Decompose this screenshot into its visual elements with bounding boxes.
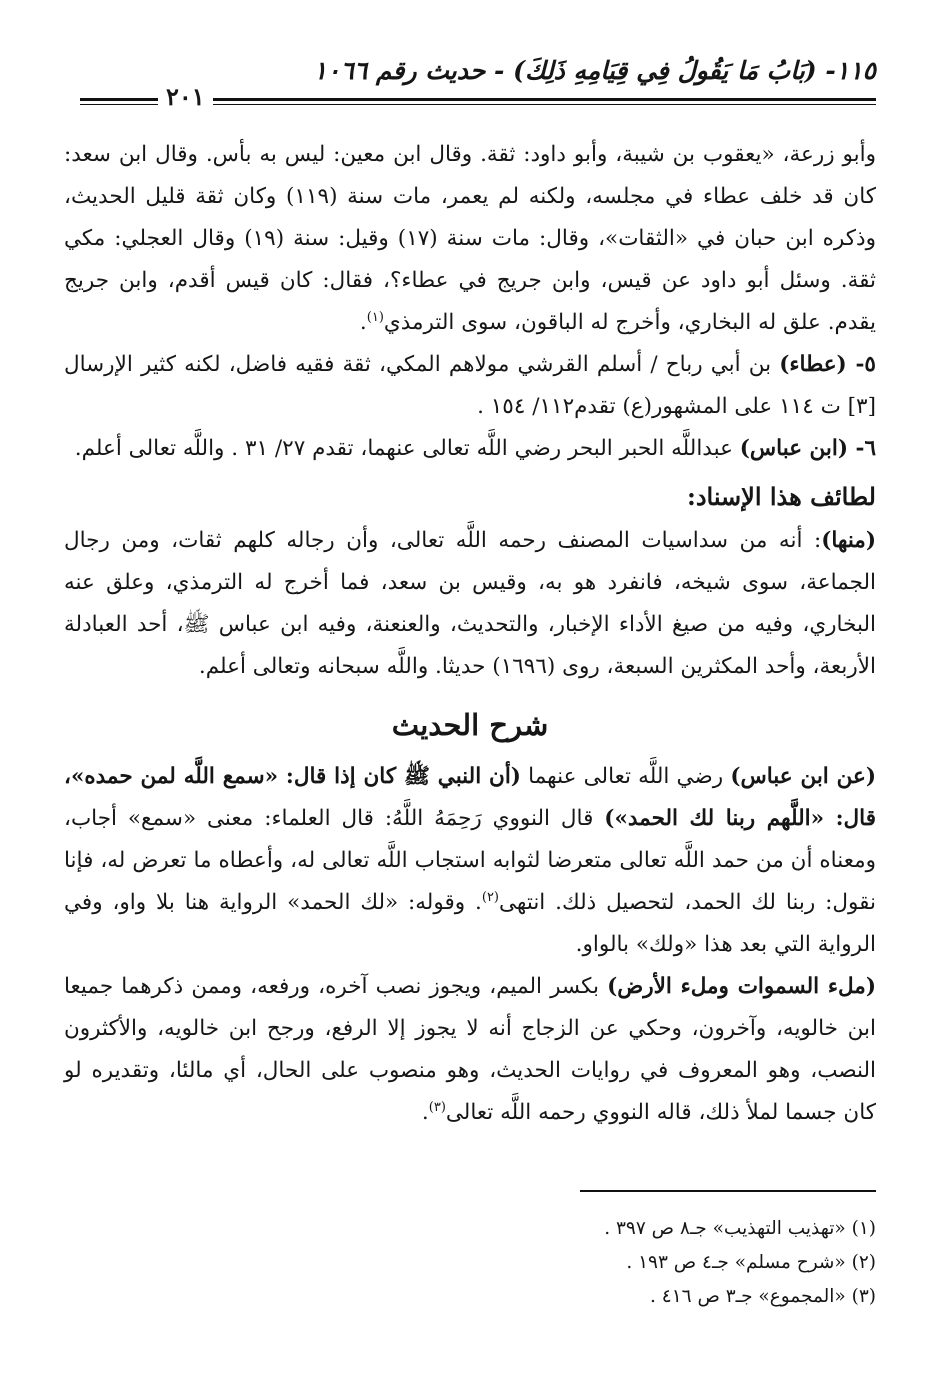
narrator-name: ٦- (ابن عباس) — [739, 436, 876, 461]
paragraph-narrator-ibn-abbas — [64, 428, 876, 470]
paragraph-mil-explanation — [64, 966, 876, 1134]
page-number: ٢٠١ — [158, 82, 213, 111]
footnotes — [300, 1212, 876, 1314]
footnote-marker: (٢) — [481, 889, 499, 905]
footnote-1: (١) «تهذيب التهذيب» جـ٨ ص ٣٩٧ . — [604, 1218, 876, 1239]
paragraph-lead: (ملء السموات وملء الأرض) — [607, 974, 876, 999]
narrator-name: ٥- (عطاء) — [779, 352, 876, 377]
paragraph-tail: . — [359, 310, 367, 335]
paragraph-tail: . — [421, 1100, 429, 1125]
footnote-marker: (٣) — [428, 1099, 446, 1115]
running-head: ١١٥- (بَابُ مَا يَقُولُ فِي قِيَامِهِ ذَلِكَ) - حديث رقم ١٠٦٦ — [313, 56, 876, 85]
paragraph-narrator-ata — [64, 344, 876, 428]
footnote-3: (٣) «المجموع» جـ٣ ص ٤١٦ . — [650, 1286, 876, 1307]
main-text — [64, 134, 876, 1134]
paragraph-lead: (منها) — [821, 528, 876, 553]
paragraph-text: عبداللَّه الحبر البحر رضي اللَّه تعالى عنهما، تقدم ٢٧/ ٣١ . واللَّه تعالى أعلم. — [74, 436, 740, 461]
paragraph-lead: (عن ابن عباس) — [730, 764, 876, 789]
paragraph-text: بن أبي رباح / أسلم القرشي مولاهم المكي، ثقة فقيه فاضل، لكنه كثير الإرسال [٣] ت ١١٤ على المشهور(ع) تقدم١١٢/ ١٥٤ . — [64, 352, 876, 419]
section-heading-isnad: لطائف هذا الإسناد: — [686, 482, 876, 511]
paragraph-text: : أنه من سداسيات المصنف رحمه اللَّه تعالى، وأن رجاله كلهم ثقات، ومن رجال الجماعة، سوى شيخه، فانفرد هو به، وقيس بن سعد، فما أخرج له الترمذي، وعلق عنه البخاري، وفيه من صيغ الأداء الإخبار، والتحديث، والعنعنة، وفيه ابن عباس ﷺ، أحد العبادلة الأربعة، وأحد المكثرين السبعة، روى (١٦٩٦) حديثا. واللَّه سبحانه وتعالى أعلم. — [64, 528, 876, 679]
paragraph-tail: . وقوله: «لك الحمد» الرواية هنا بلا واو، وفي الرواية التي بعد هذا «ولك» بالواو. — [64, 890, 876, 957]
paragraph-text: رضي اللَّه تعالى عنهما — [520, 764, 731, 789]
paragraph-hadith-explanation — [64, 756, 876, 966]
paragraph-text: قال النووي رَحِمَهُ اللَّهُ: قال العلماء: معنى «سمع» أجاب، ومعناه أن من حمد اللَّه تعالى متعرضا لثوابه استجاب اللَّه تعالى له، وأعطاه ما تعرض له، فإنا نقول: ربنا لك الحمد، لتحصيل ذلك. انتهى — [64, 806, 876, 915]
footnote-2: (٢) «شرح مسلم» جـ٤ ص ١٩٣ . — [626, 1252, 876, 1273]
page-header — [80, 52, 876, 122]
section-heading-sharh: شرح الحديث — [391, 708, 549, 742]
paragraph-isnad-notes — [64, 520, 876, 688]
paragraph-text: وأبو زرعة، «يعقوب بن شيبة، وأبو داود: ثقة. وقال ابن معين: ليس به بأس. وقال ابن سعد: كان قد خلف عطاء في مجلسه، ولكنه لم يعمر، مات سنة (١١٩) وكان ثقة قليل الحديث، وذكره ابن حبان في «الثقات»، وقال: مات سنة (١٧) وقيل: سنة (١٩) وقال العجلي: مكي ثقة. وسئل أبو داود عن قيس، وابن جريج في عطاء؟، فقال: كان قيس أقدم، وابن جريج يقدم. علق له البخاري، وأخرج له الباقون، سوى الترمذي — [64, 142, 876, 335]
footnote-rule — [580, 1190, 876, 1192]
paragraph-narrator-notes — [64, 134, 876, 344]
paragraph-text: بكسر الميم، ويجوز نصب آخره، ورفعه، وممن ذكرهما جميعا ابن خالويه، وآخرون، وحكي عن الزجاج أنه لا يجوز إلا الرفع، ورجح ابن خالويه، والأكثرون النصب، وهو المعروف في روايات الحديث، وهو منصوب على الحال، أي مالئا، وتقديره لو كان جسما لملأ ذلك، قاله النووي رحمه اللَّه تعالى — [64, 974, 876, 1125]
footnote-marker: (١) — [366, 309, 384, 325]
hadith-quote: (أن النبي ﷺ كان إذا قال: «سمع اللَّه لمن حمده»، قال: «اللَّهم ربنا لك الحمد») — [64, 764, 876, 831]
